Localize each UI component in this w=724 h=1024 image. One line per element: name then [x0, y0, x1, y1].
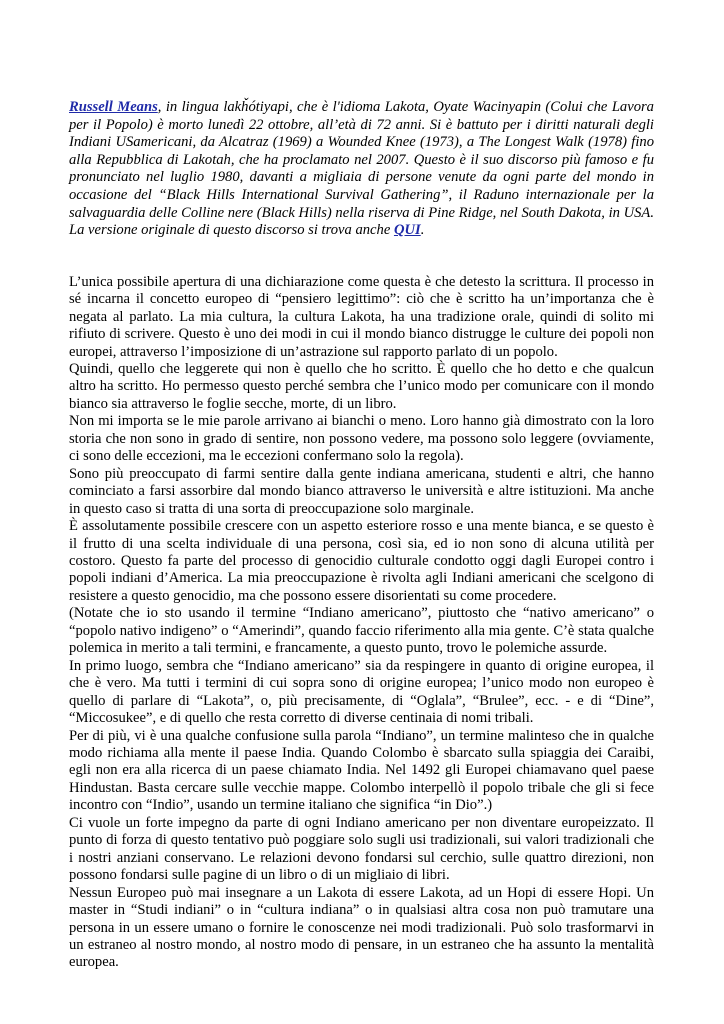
paragraph-4: Sono più preoccupato di farmi sentire dalla gente indiana americana, studenti e altri, che hanno cominciato a farsi assorbire dal mondo bianco attraverso le università e altre istituzioni. Ma anche in questo caso si tratta di una sorta di preoccupazione solo marginale. — [69, 465, 654, 517]
paragraph-1: L’unica possibile apertura di una dichiarazione come questa è che detesto la scrittura. Il processo in sé incarna il concetto europeo di “pensiero legittimo”: ciò che è scritto ha un’importanza che è negata al parlato. La mia cultura, la cultura Lakota, ha una tradizione orale, quindi di solito mi rifiuto di scrivere. Questo è uno dei modi in cui il mondo bianco distrugge le culture dei popoli non europei, attraverso l’imposizione di un’astrazione sul rapporto parlato di un popolo. — [69, 273, 654, 360]
paragraph-10: Nessun Europeo può mai insegnare a un Lakota di essere Lakota, ad un Hopi di essere Hopi. Un master in “Studi indiani” o in “cultura indiana” o in qualsiasi altra cosa non può tramutare una persona in un essere umano o fornire le conoscenze nei modi tradizionali. Può solo trasformarvi in un estraneo al nostro mondo, al nostro modo di pensare, in un estraneo che ha assunto la mentalità europea. — [69, 884, 654, 971]
paragraph-6: (Notate che io sto usando il termine “Indiano americano”, piuttosto che “nativo americano” o “popolo nativo indigeno” o “Amerindi”, quando faccio riferimento alla mia gente. C’è stata qualche polemica in merito a tali termini, e francamente, a questo punto, trovo le polemiche assurde. — [69, 605, 654, 657]
paragraph-3: Non mi importa se le mie parole arrivano ai bianchi o meno. Loro hanno già dimostrato con la loro storia che non sono in grado di sentire, non possono vedere, ma possono solo leggere (ovviamente, ci sono delle eccezioni, ma le eccezioni confermano solo la regola). — [69, 413, 654, 465]
intro-text: , in lingua lakȟótiyapi, che è l'idioma Lakota, Oyate Wacinyapin (Colui che Lavora per il Popolo) è morto lunedì 22 ottobre, all’età di 72 anni. Si è battuto per i diritti naturali degli Indiani USamericani, da Alcatraz (1969) a Wounded Knee (1973), a The Longest Walk (1978) fino alla Repubblica di Lakotah, che ha proclamato nel 2007. Questo è il suo discorso più famoso e fu pronunciato nel luglio 1980, davanti a migliaia di persone venute da ogni parte del mondo in occasione del “Black Hills International Survival Gathering”, il Raduno internazionale per la salvaguardia delle Colline nere (Black Hills) nella riserva di Pine Ridge, nel South Dakota, in USA. La versione originale di questo discorso si trova anche — [69, 99, 654, 239]
paragraph-7: In primo luogo, sembra che “Indiano americano” sia da respingere in quanto di origine europea, il che è vero. Ma tutti i termini di cui sopra sono di origine europea; l’unico modo non europeo è quello di parlare di “Lakota”, o, più precisamente, di “Oglala”, “Brulee”, ecc. - e di “Dine”, “Miccosukee”, e di quello che resta corretto di diverse centinaia di nomi tribali. — [69, 657, 654, 727]
paragraph-2: Quindi, quello che leggerete qui non è quello che ho scritto. È quello che ho detto e che qualcun altro ha scritto. Ho permesso questo perché sembra che l’unico modo per comunicare con il mondo bianco sia attraverso le foglie secche, morte, di un libro. — [69, 361, 654, 412]
qui-link[interactable]: QUI — [393, 222, 421, 239]
intro-paragraph — [69, 99, 654, 240]
russell-means-link[interactable]: Russell Means — [69, 99, 158, 115]
paragraph-8: Per di più, vi è una qualche confusione sulla parola “Indiano”, un termine malinteso che in qualche modo richiama alla mente il paese India. Quando Colombo è sbarcato sulla spiaggia dei Caraibi, egli non era alla ricerca di un paese chiamato India. Nel 1492 gli Europei chiamavano quel paese Hindustan. Basta cercare sulle vecchie mappe. Colombo interpellò il popolo tribale che gli si fece incontro con “Indio”, usando un termine italiano che significa “in Dio”.) — [69, 727, 654, 814]
intro-end: . — [420, 222, 425, 239]
paragraph-9: Ci vuole un forte impegno da parte di ogni Indiano americano per non diventare europeizzato. Il punto di forza di questo tentativo può poggiare solo sugli usi tradizionali, sui valori tradizionali che i nostri anziani conservano. Le relazioni devono fondarsi sul cerchio, sulle quattro direzioni, non possono fondarsi sulle pagine di un libro o di un migliaio di libri. — [69, 814, 654, 884]
speech-body — [69, 274, 654, 972]
paragraph-5: È assolutamente possibile crescere con un aspetto esteriore rosso e una mente bianca, e se questo è il frutto di una scelta individuale di una persona, così sia, ed io non sono di alcuna utilità per costoro. Questo fa parte del processo di genocidio culturale condotto oggi dagli Europei contro i popoli indiani d’America. La mia preoccupazione è rivolta agli Indiani americani che scelgono di resistere a questo genocidio, ma che possono essere disorientati su come procedere. — [69, 518, 654, 604]
document-page — [69, 99, 654, 972]
